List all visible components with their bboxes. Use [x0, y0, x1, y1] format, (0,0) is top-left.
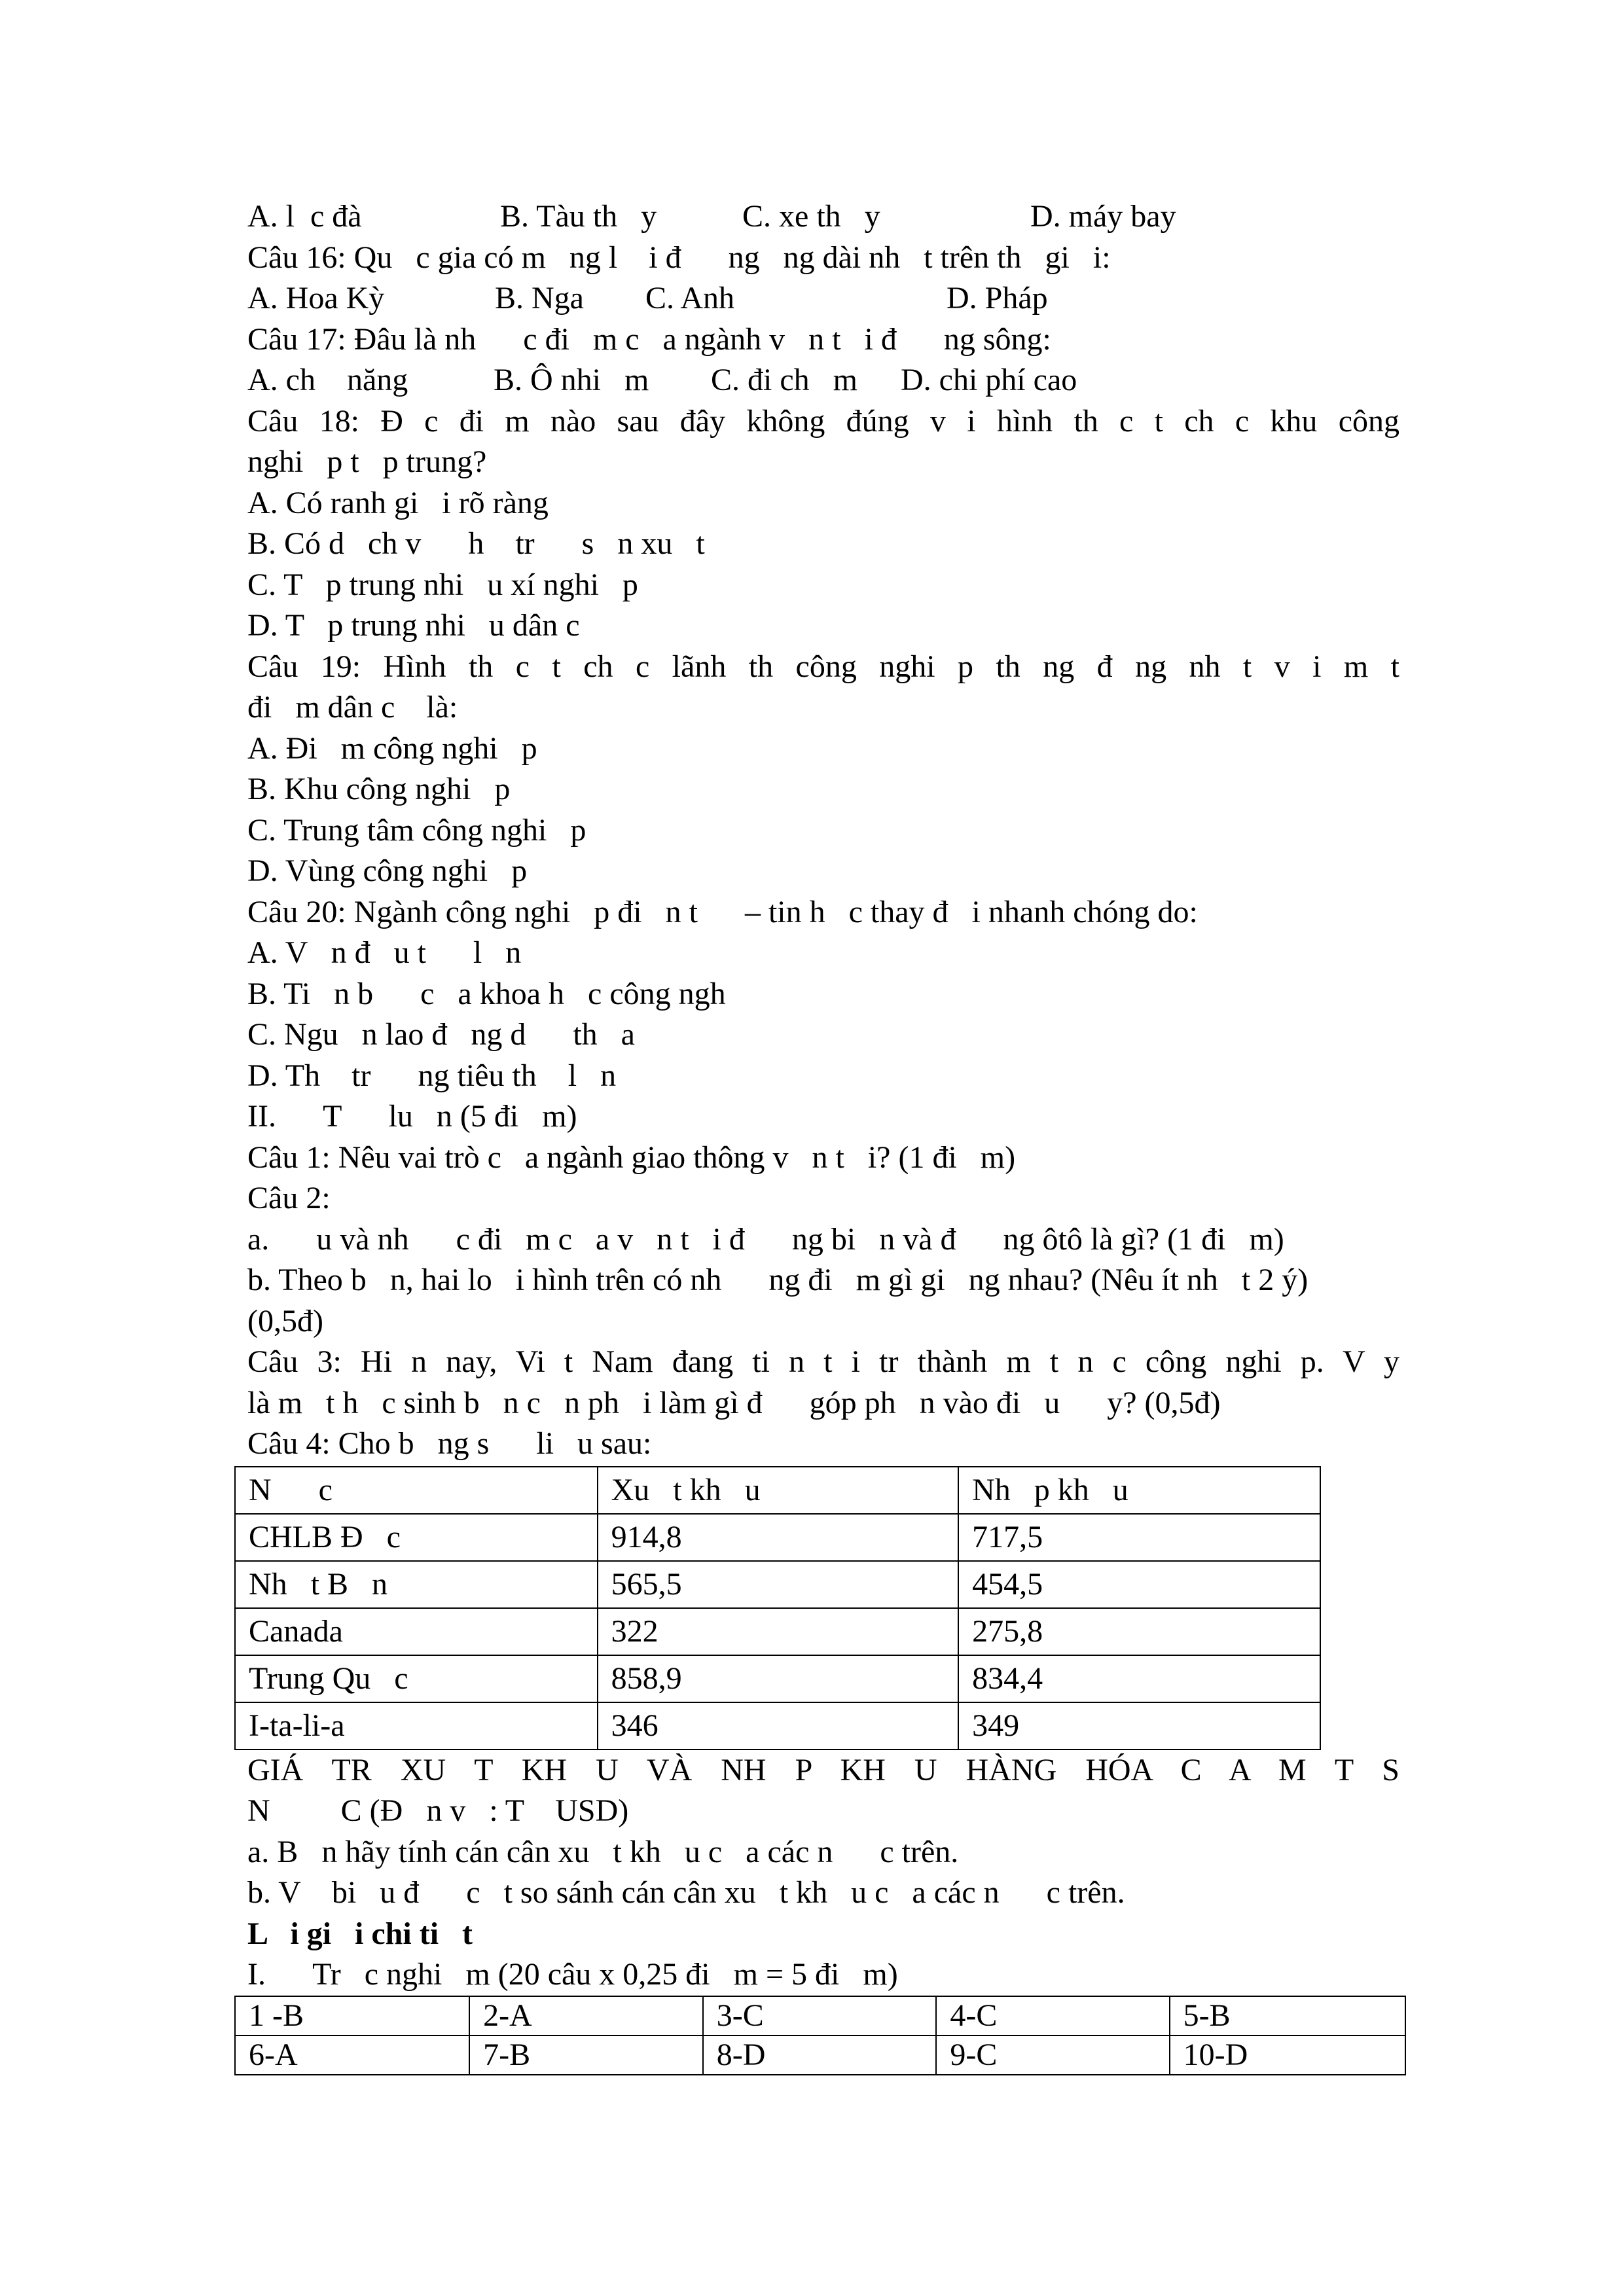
answer-cell: 8-D — [703, 2036, 937, 2075]
row-import: 275,8 — [958, 1608, 1320, 1655]
trade-table-header — [235, 1467, 1320, 1514]
q16-option-a: A. Hoa Kỳ — [247, 281, 385, 315]
q20-option-d: D. Th tr ng tiêu th l n — [247, 1058, 617, 1093]
q17-option-c: C. đi ch m — [711, 363, 857, 397]
table-row — [235, 1561, 1320, 1608]
q17-option-a: A. ch năng — [247, 363, 408, 397]
table-caption-line1: GIÁ TR XU T KH U VÀ NH P KH U HÀNG HÓA C A M T S — [247, 1752, 1399, 1787]
q15-option-c: C. xe th y — [742, 199, 880, 234]
q19-question-line1: Câu 19: Hình th c t ch c lãnh th công nghi p th ng đ ng nh t v i m t — [247, 649, 1399, 684]
q20-option-c: C. Ngu n lao đ ng d th a — [247, 1017, 635, 1052]
answer-table — [234, 1996, 1406, 2075]
q17-option-d: D. chi phí cao — [901, 363, 1077, 397]
q15-option-b: B. Tàu th y — [500, 199, 657, 234]
row-country: Trung Qu c — [235, 1655, 598, 1702]
answer-cell: 9-C — [936, 2036, 1169, 2075]
document-page — [247, 196, 1399, 2075]
q16-option-c: C. Anh — [645, 281, 735, 315]
table-row — [235, 1702, 1320, 1749]
q18-option-d: D. T p trung nhi u dân c — [247, 608, 580, 643]
q18-option-c: C. T p trung nhi u xí nghi p — [247, 567, 638, 602]
q19-option-b: B. Khu công nghi p — [247, 772, 511, 806]
row-export: 858,9 — [598, 1655, 958, 1702]
q16-option-d: D. Pháp — [947, 281, 1048, 315]
row-import: 834,4 — [958, 1655, 1320, 1702]
q19-option-a: A. Đi m công nghi p — [247, 730, 537, 766]
answer-cell: 1 -B — [235, 1996, 469, 2036]
header-import: Nh p kh u — [958, 1467, 1320, 1514]
answer-cell: 6-A — [235, 2036, 469, 2075]
trade-table — [234, 1466, 1321, 1750]
table-row — [235, 1608, 1320, 1655]
q16-options — [247, 278, 1399, 319]
essay-q2-title: Câu 2: — [247, 1181, 331, 1215]
q19-option-c: C. Trung tâm công nghi p — [247, 812, 586, 848]
essay-q2-b-line1: b. Theo b n, hai lo i hình trên có nh ng đi m gì gi ng nhau? (Nêu ít nh t 2 ý) — [247, 1263, 1308, 1297]
q15-option-a: A. l c đà — [247, 199, 362, 234]
essay-q4-b: b. V bi u đ c t so sánh cán cân xu t kh u c a các n c trên. — [247, 1875, 1125, 1910]
row-country: CHLB Đ c — [235, 1514, 598, 1561]
answer-cell: 3-C — [703, 1996, 937, 2036]
q18-option-b: B. Có d ch v h tr s n xu t — [247, 526, 705, 561]
table-row — [235, 1655, 1320, 1702]
q20-option-a: A. V n đ u t l n — [247, 935, 522, 970]
q15-option-d: D. máy bay — [1030, 199, 1176, 234]
row-export: 565,5 — [598, 1561, 958, 1608]
q17-question: Câu 17: Đâu là nh c đi m c a ngành v n t i đ ng sông: — [247, 321, 1051, 357]
q18-option-a: A. Có ranh gi i rõ ràng — [247, 485, 549, 520]
q16-question: Câu 16: Qu c gia có m ng l i đ ng ng dài nh t trên th gi i: — [247, 240, 1111, 275]
row-import: 454,5 — [958, 1561, 1320, 1608]
q20-question: Câu 20: Ngành công nghi p đi n t – tin h c thay đ i nhanh chóng do: — [247, 894, 1198, 929]
essay-q2-b-line2: (0,5đ) — [247, 1303, 323, 1338]
row-import: 717,5 — [958, 1514, 1320, 1561]
header-export: Xu t kh u — [598, 1467, 958, 1514]
essay-q4-title: Câu 4: Cho b ng s li u sau: — [247, 1426, 652, 1461]
row-country: I-ta-li-a — [235, 1702, 598, 1749]
q17-options — [247, 360, 1399, 401]
q20-option-b: B. Ti n b c a khoa h c công ngh — [247, 976, 726, 1011]
section2-title: II. T lu n (5 đi m) — [247, 1099, 577, 1134]
essay-q3-line1: Câu 3: Hi n nay, Vi t Nam đang ti n t i tr thành m t n c công nghi p. V y — [247, 1344, 1399, 1379]
q16-option-b: B. Nga — [495, 281, 584, 315]
row-country: Nh t B n — [235, 1561, 598, 1608]
header-country: N c — [235, 1467, 598, 1514]
essay-q2-a: a. u và nh c đi m c a v n t i đ ng bi n và đ ng ôtô là gì? (1 đi m) — [247, 1221, 1284, 1257]
table-row — [235, 1996, 1405, 2036]
essay-q1: Câu 1: Nêu vai trò c a ngành giao thông v n t i? (1 đi m) — [247, 1139, 1016, 1175]
answer-cell: 5-B — [1170, 1996, 1405, 2036]
solution-title: L i gi i chi ti t — [247, 1916, 473, 1951]
q19-option-d: D. Vùng công nghi p — [247, 853, 528, 888]
row-export: 322 — [598, 1608, 958, 1655]
q18-question-line1: Câu 18: Đ c đi m nào sau đây không đúng v i hình th c t ch c khu công — [247, 403, 1399, 439]
answer-cell: 7-B — [469, 2036, 703, 2075]
answer-cell: 2-A — [469, 1996, 703, 2036]
answer-cell: 4-C — [936, 1996, 1169, 2036]
row-import: 349 — [958, 1702, 1320, 1749]
row-export: 914,8 — [598, 1514, 958, 1561]
q17-option-b: B. Ô nhi m — [494, 363, 649, 397]
essay-q4-a: a. B n hãy tính cán cân xu t kh u c a các n c trên. — [247, 1834, 959, 1869]
answer-cell: 10-D — [1170, 2036, 1405, 2075]
table-row — [235, 1514, 1320, 1561]
essay-q3-line2: là m t h c sinh b n c n ph i làm gì đ góp ph n vào đi u y? (0,5đ) — [247, 1385, 1221, 1420]
q18-question-line2: nghi p t p trung? — [247, 444, 487, 479]
q19-question-line2: đi m dân c là: — [247, 690, 458, 725]
row-export: 346 — [598, 1702, 958, 1749]
q15-options — [247, 196, 1399, 238]
solution-section1: I. Tr c nghi m (20 câu x 0,25 đi m = 5 đi m) — [247, 1957, 898, 1992]
row-country: Canada — [235, 1608, 598, 1655]
table-row — [235, 2036, 1405, 2075]
table-caption-line2: N C (Đ n v : T USD) — [247, 1793, 629, 1828]
